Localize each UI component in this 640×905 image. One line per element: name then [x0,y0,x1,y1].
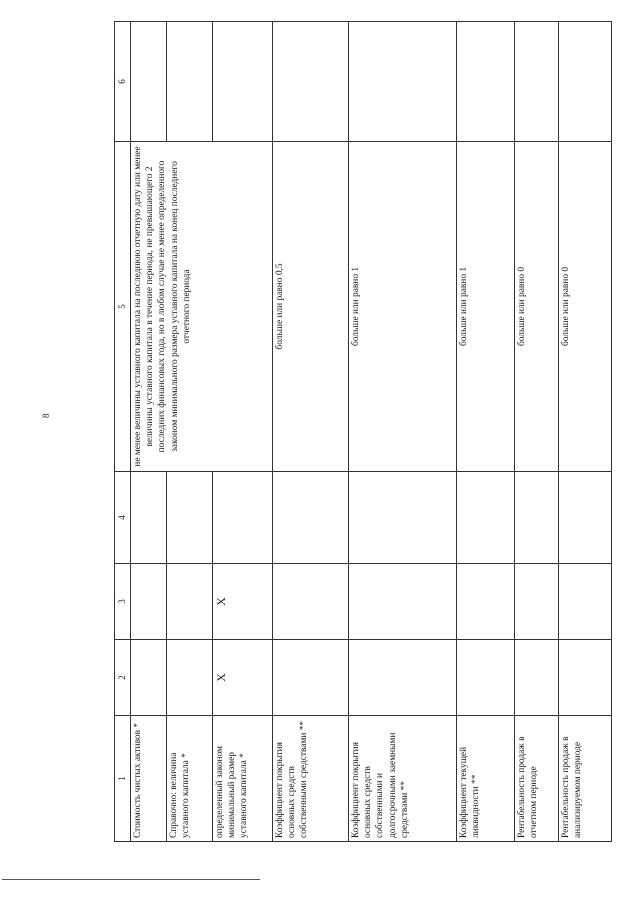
cell-col-6 [559,22,612,142]
financial-indicators-table [114,21,612,842]
cell-col-3 [515,564,559,640]
cell-col-3-x-mark: X [213,564,273,640]
cell-col-3 [559,564,612,640]
row-label: Коэффициент текущей ликвидности ** [457,716,515,842]
cell-col-4 [213,472,273,564]
cell-col-2 [131,640,167,716]
table-header-row [115,22,131,842]
row-label: определенный законом минимальный размер уставного капитала * [213,716,273,842]
cell-col-4 [167,472,213,564]
cell-col-2 [167,640,213,716]
page-number: 8 [41,413,51,418]
cell-col-2 [273,640,349,716]
cell-col-6 [515,22,559,142]
table-row-fixed-assets-coverage-longterm [349,22,457,842]
norm-text: не менее величины уставного капитала на последнюю отчетную дату или менее величины уставного капитала в течение периода, не превышающего 2 последних финансовых года, но в любом случае не менее определенного законом минимального размера уставного капитала на конец последнего отчетного периода [133,146,192,467]
header-col-1: 1 [115,716,131,842]
cell-col-4 [349,472,457,564]
table-row-sales-profitability-reporting [515,22,559,842]
table-row-fixed-assets-coverage-own [273,22,349,842]
cell-col-3 [131,564,167,640]
cell-col-3 [349,564,457,640]
header-col-5: 5 [115,142,131,472]
header-col-2: 2 [115,640,131,716]
cell-col-6 [457,22,515,142]
cell-col-4 [273,472,349,564]
cell-col-6 [131,22,167,142]
cell-col-3 [457,564,515,640]
cell-col-2-x-mark: X [213,640,273,716]
table-row-sales-profitability-analyzed [559,22,612,842]
row-label: Коэффициент покрытия основных средств собственными и долгосрочными заемными средствами ** [349,716,457,842]
cell-col-6 [167,22,213,142]
cell-col-5-norm: больше или равно 1 [349,142,457,472]
row-label: Рентабельность продаж в анализируемом периоде [559,716,612,842]
cell-col-2 [515,640,559,716]
row-label: Справочно: величина уставного капитала * [167,716,213,842]
row-label: Стоимость чистых активов * [131,716,167,842]
cell-col-2 [559,640,612,716]
cell-col-4 [515,472,559,564]
cell-col-5-norm: больше или равно 0 [559,142,612,472]
cell-col-6 [213,22,273,142]
table-row-current-liquidity [457,22,515,842]
cell-col-6 [349,22,457,142]
footnote-divider [2,879,260,880]
cell-col-5-norm: больше или равно 0 [515,142,559,472]
cell-col-4 [131,472,167,564]
cell-col-2 [349,640,457,716]
header-col-3: 3 [115,564,131,640]
cell-col-5-norm: больше или равно 1 [457,142,515,472]
header-col-6: 6 [115,22,131,142]
table-row-net-assets [131,22,167,842]
cell-col-3 [167,564,213,640]
cell-col-2 [457,640,515,716]
cell-col-4 [559,472,612,564]
cell-col-6 [273,22,349,142]
cell-col-5-norm: больше или равно 0,5 [273,142,349,472]
cell-col-5-norm [131,142,273,472]
cell-col-3 [273,564,349,640]
row-label: Коэффициент покрытия основных средств собственными средствами ** [273,716,349,842]
cell-col-4 [457,472,515,564]
rotated-table-container [114,22,584,842]
header-col-4: 4 [115,472,131,564]
row-label: Рентабельность продаж в отчетном периоде [515,716,559,842]
